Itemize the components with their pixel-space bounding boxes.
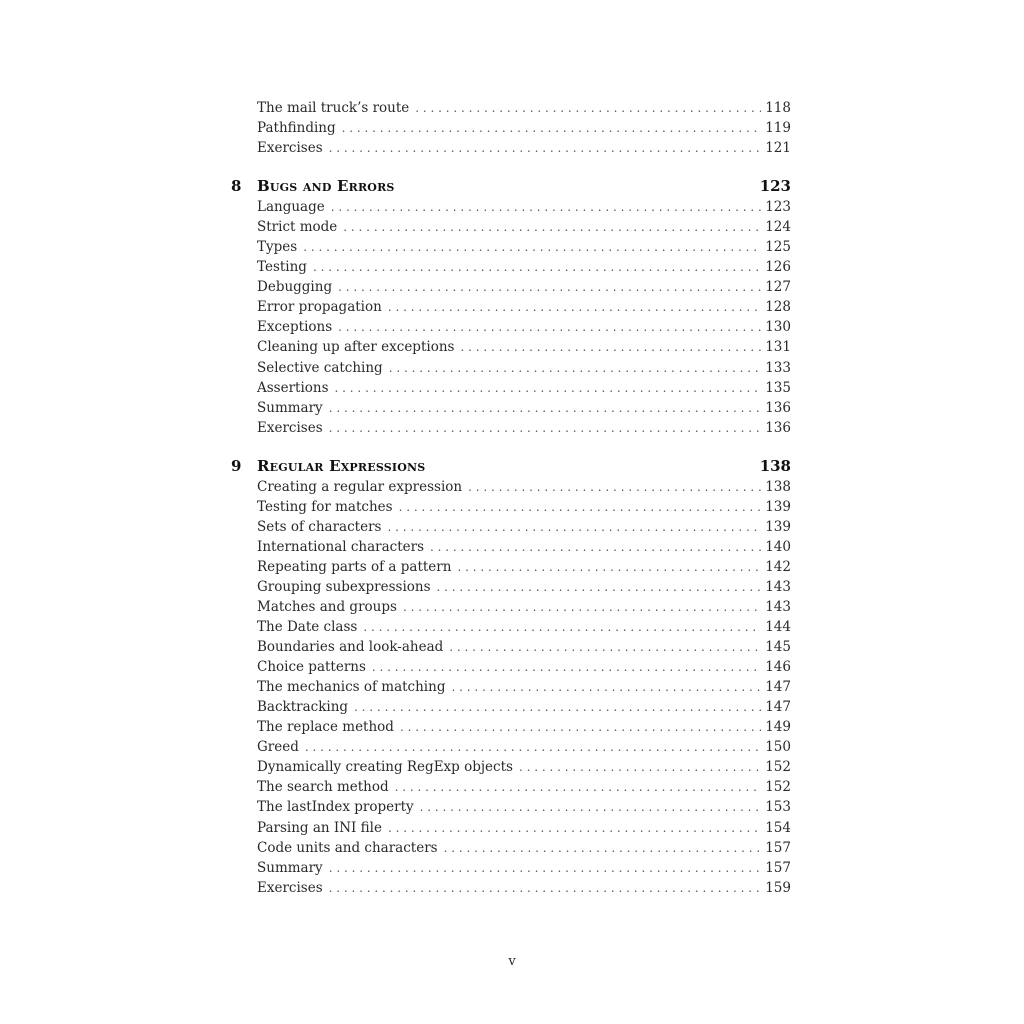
toc-entry-page: 149	[765, 719, 791, 736]
dot-leader	[399, 500, 761, 514]
lead-entries	[229, 100, 791, 160]
toc-entry-page: 145	[765, 639, 791, 656]
toc-entry[interactable]	[257, 619, 791, 639]
dot-leader	[329, 861, 761, 875]
toc-entry-title: The Date class	[257, 619, 358, 636]
toc-entry-page: 152	[765, 759, 791, 776]
toc-entry-title: Boundaries and look-ahead	[257, 639, 444, 656]
dot-leader	[395, 780, 761, 794]
toc-entry-page: 118	[765, 100, 791, 116]
toc-entry[interactable]	[257, 719, 791, 739]
dot-leader	[400, 720, 761, 734]
toc-entry-page: 128	[765, 299, 791, 316]
chapter-number: 8	[231, 177, 242, 196]
toc-entry-page: 139	[765, 498, 791, 515]
toc-entry-page: 152	[765, 779, 791, 796]
chapter-block	[229, 457, 791, 900]
toc-entry[interactable]	[257, 479, 791, 499]
toc-entry-page: 154	[765, 819, 791, 836]
dot-leader	[329, 401, 761, 415]
toc-entry-page: 142	[765, 558, 791, 575]
toc-entry[interactable]	[257, 699, 791, 719]
toc-entry[interactable]	[257, 579, 791, 599]
toc-entry[interactable]	[257, 639, 791, 659]
toc-entry-title: Creating a regular expression	[257, 478, 463, 495]
dot-leader	[338, 280, 761, 294]
toc-entry[interactable]	[257, 759, 791, 779]
toc-entry-title: Backtracking	[257, 699, 349, 716]
toc-entry-page: 126	[765, 259, 791, 276]
toc-entry[interactable]	[257, 239, 791, 259]
toc-entry[interactable]	[257, 380, 791, 400]
toc-entry-page: 123	[765, 199, 791, 216]
toc-entry-title: Code units and characters	[257, 839, 438, 856]
toc-entry-title: Exercises	[257, 140, 323, 157]
toc-entry-page: 136	[765, 419, 791, 436]
toc-entry-title: The lastIndex property	[257, 799, 414, 816]
toc-entry[interactable]	[257, 599, 791, 619]
toc-entry[interactable]	[257, 319, 791, 339]
dot-leader	[354, 700, 761, 714]
toc-entry[interactable]	[257, 659, 791, 679]
chapter-heading[interactable]	[229, 177, 791, 199]
dot-leader	[389, 361, 761, 375]
toc-entry-title: Summary	[257, 859, 323, 876]
toc-entry-title: Error propagation	[257, 299, 382, 316]
toc-entry-title: Greed	[257, 739, 299, 756]
dot-leader	[329, 141, 761, 155]
toc-entry-page: 157	[765, 839, 791, 856]
dot-leader	[519, 760, 761, 774]
toc-entry[interactable]	[257, 100, 791, 120]
dot-leader	[460, 340, 761, 354]
chapter-page: 123	[759, 177, 791, 196]
chapter-number: 9	[231, 456, 242, 475]
dot-leader	[343, 220, 761, 234]
toc-entry-page: 136	[765, 399, 791, 416]
dot-leader	[305, 740, 761, 754]
toc-entry-title: International characters	[257, 538, 425, 555]
toc-entry[interactable]	[257, 559, 791, 579]
toc-entry-title: The search method	[257, 779, 389, 796]
dot-leader	[342, 121, 761, 135]
toc-entry-page: 157	[765, 859, 791, 876]
toc-entry-page: 124	[765, 219, 791, 236]
toc-entry-page: 143	[765, 598, 791, 615]
toc-entry-page: 130	[765, 319, 791, 336]
toc-entry-page: 159	[765, 879, 791, 896]
toc-entry-title: The mail truck’s route	[257, 100, 410, 116]
chapter-page: 138	[759, 456, 791, 475]
toc-entry-title: Testing for matches	[257, 498, 393, 515]
toc-entry[interactable]	[257, 519, 791, 539]
toc-entry-page: 138	[765, 478, 791, 495]
toc-entry[interactable]	[257, 860, 791, 880]
toc-entry-title: The mechanics of matching	[257, 679, 446, 696]
toc-entry-page: 139	[765, 518, 791, 535]
toc-entry-title: Debugging	[257, 279, 333, 296]
toc-entry-title: Cleaning up after exceptions	[257, 339, 455, 356]
chapter-block	[229, 177, 791, 440]
toc-entry[interactable]	[257, 679, 791, 699]
dot-leader	[335, 381, 761, 395]
toc-entry[interactable]	[257, 779, 791, 799]
chapter-list	[229, 177, 791, 900]
toc-entry[interactable]	[257, 339, 791, 359]
toc-entry-page: 135	[765, 379, 791, 396]
dot-leader	[449, 640, 761, 654]
dot-leader	[420, 800, 761, 814]
dot-leader	[331, 200, 761, 214]
dot-leader	[303, 240, 761, 254]
toc-entry[interactable]	[257, 799, 791, 819]
toc-entry-page: 121	[765, 140, 791, 157]
toc-entry-title: Dynamically creating RegExp objects	[257, 759, 513, 776]
toc-entry[interactable]	[257, 539, 791, 559]
toc-entry[interactable]	[257, 199, 791, 219]
toc-entry-title: Selective catching	[257, 359, 383, 376]
toc-entry[interactable]	[257, 820, 791, 840]
dot-leader	[415, 101, 761, 115]
toc-entry-page: 140	[765, 538, 791, 555]
toc-entry-page: 147	[765, 699, 791, 716]
table-of-contents	[229, 100, 791, 900]
toc-entry-title: The replace method	[257, 719, 394, 736]
dot-leader	[338, 320, 761, 334]
toc-entry-title: Choice patterns	[257, 659, 366, 676]
dot-leader	[437, 580, 761, 594]
toc-entry[interactable]	[257, 360, 791, 380]
dot-leader	[388, 300, 761, 314]
page-number: v	[508, 954, 516, 969]
toc-entry-page: 131	[765, 339, 791, 356]
toc-entry-title: Matches and groups	[257, 598, 397, 615]
toc-entry[interactable]	[257, 880, 791, 900]
toc-entry[interactable]	[257, 840, 791, 860]
toc-entry[interactable]	[257, 219, 791, 239]
toc-entry-title: Repeating parts of a pattern	[257, 558, 452, 575]
dot-leader	[403, 600, 761, 614]
toc-entry-title: Parsing an INI file	[257, 819, 382, 836]
toc-entry[interactable]	[257, 140, 791, 160]
dot-leader	[451, 680, 761, 694]
toc-entry-page: 150	[765, 739, 791, 756]
toc-entry-title: Sets of characters	[257, 518, 382, 535]
chapter-heading[interactable]	[229, 457, 791, 479]
toc-entry-page: 153	[765, 799, 791, 816]
dot-leader	[387, 520, 761, 534]
toc-entry[interactable]	[257, 400, 791, 420]
toc-entry-page: 146	[765, 659, 791, 676]
toc-entry[interactable]	[257, 120, 791, 140]
toc-entry[interactable]	[257, 299, 791, 319]
toc-entry-title: Exercises	[257, 879, 323, 896]
toc-entry[interactable]	[257, 499, 791, 519]
dot-leader	[329, 421, 761, 435]
dot-leader	[430, 540, 761, 554]
dot-leader	[363, 620, 761, 634]
chapter-title: Regular Expressions	[257, 456, 426, 475]
toc-entry[interactable]	[257, 739, 791, 759]
toc-entry-title: Pathfinding	[257, 120, 336, 137]
toc-entry-title: Strict mode	[257, 219, 338, 236]
dot-leader	[444, 841, 761, 855]
toc-entry-title: Assertions	[257, 379, 329, 396]
toc-entry-title: Language	[257, 199, 325, 216]
toc-entry[interactable]	[257, 420, 791, 440]
dot-leader	[372, 660, 761, 674]
dot-leader	[329, 881, 761, 895]
toc-entry-title: Types	[257, 239, 298, 256]
chapter-title: Bugs and Errors	[257, 177, 395, 196]
toc-entry-title: Exceptions	[257, 319, 333, 336]
toc-entry-page: 125	[765, 239, 791, 256]
toc-entry-title: Exercises	[257, 419, 323, 436]
dot-leader	[313, 260, 761, 274]
toc-entry-page: 119	[765, 120, 791, 137]
dot-leader	[457, 560, 761, 574]
toc-entry-page: 143	[765, 578, 791, 595]
toc-entry-title: Grouping subexpressions	[257, 578, 431, 595]
dot-leader	[388, 821, 761, 835]
toc-entry-page: 147	[765, 679, 791, 696]
toc-entry-page: 144	[765, 619, 791, 636]
toc-entry-page: 133	[765, 359, 791, 376]
dot-leader	[468, 480, 761, 494]
toc-entry[interactable]	[257, 259, 791, 279]
toc-entry-title: Summary	[257, 399, 323, 416]
toc-entry[interactable]	[257, 279, 791, 299]
toc-entry-title: Testing	[257, 259, 307, 276]
toc-entry-page: 127	[765, 279, 791, 296]
